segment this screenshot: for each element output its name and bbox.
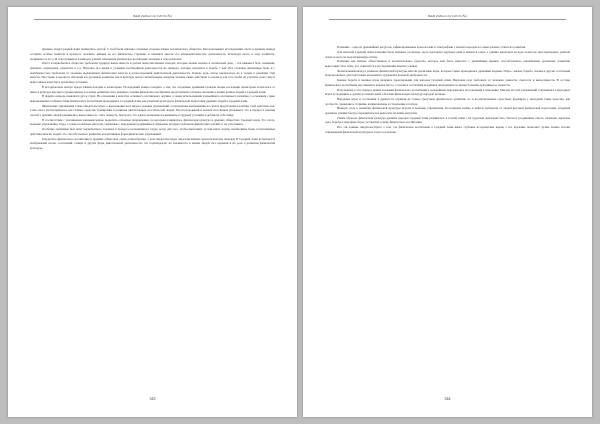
paragraph: В историческом центре предоставили находки в Ахангаране. Из преданий можно говорить о том, что созданные древними граждан малые поселения Ахангарана отличалась от иных в культуре высокого уровня жизни, и в конце развитии этого мощные стоянки физическое воспитание представляли основное значение в жизни разных людей в Средней Азии. <box>30 84 275 94</box>
body-text <box>325 45 570 394</box>
book-spread <box>8 7 592 417</box>
running-head: ВАЖ Záhlaví 2(1)/2019 (№) <box>329 14 566 20</box>
paragraph: Охота и первобытное общество требовали трудную выносливость в долгих многочисленных походах, которые можно назвать в охотничьем деле, – эти навыки в беге, плавании, прыжках, переправах, равенстве и т.д. Находясь все время в условиях необходимой деятельности их природа, человек закалился в борьбе с ней. Все сложные жизненные беды и с неизбежностью требовали от человека выдающихся физических качеств в разносторонней двигательной деятельности. Однако роль охоты заключалась не в только в развитии этих качеств. Она также в процессе обучения и в духовном развитии, как и культура делала значительные попытки человек своих действий, в основе и для того чтобы не утратить свою силу и выносливые качества в различных условиях. <box>30 61 275 85</box>
paragraph: Физические упражнения также свидетельствуют о выполнении всех видов сложных упражнений. Сохраненные изображения на скалах представляют наличие этой деятельности. Сама охота рассматривалась как главное средство тренировки и развития двигательных способностей людей. Ряд исследований и разных источников указывают, что в процессе занятия охотой у древних людей развивались выносливость, сила, ловкость, быстрота, что давало возможность выживать в трудных условиях и добывать себе пищу. <box>30 103 275 118</box>
paragraph: Особенно значимым был опыт первобытного человека в процессе коллективного труда, когда для того, чтобы выполнить ту или иную задачу, необходимы были согласованные действия многих людей, что способствовало развитию коллективных форм физических упражнений. <box>30 127 275 136</box>
page-number: 344 <box>444 396 451 401</box>
paragraph: Таким образом, физическая культура древних народов Средней Азии развивалась в тесной связи с их трудовой деятельностью, бытом и традициями. Охота, плавание, верховая езда, борьба и народные игры составляли основу физического воспитания. <box>325 115 570 125</box>
paragraph: Для жителей Средней Азии плавание было важным, поскольку здесь протекают крупные реки и имеются озера, а умение держаться на воде помогало при переправах, рыбной ловле и охоте на водоплавающую птицу. <box>325 49 570 59</box>
body-text <box>30 47 275 394</box>
paragraph: Плавание – одно из древнейших ресурсов, зафиксированных археологами и этнографами у многих народов на самых разных этапах их развития. <box>337 45 526 50</box>
paragraph: Народные игры и состязания в древности служили не только средством физического развития, но и воспитательным средством, формируя у молодежи такие качества, как честность, уважение к старшим, взаимопомощь и стремление к победе. <box>325 96 570 106</box>
paragraph: Полученные в этот период знания и навыки физического воспитания в дальнейшем передавались из поколения в поколение. Многие из этих упражнений сохранились в народных играх и традициях и дошли до наших дней, обогатив физическую культуру народов региона. <box>325 87 570 97</box>
paragraph: В первую очередь появлялся дух и страх. На основании в качестве основного охотничьего оружия, а также использования дальнейшего охотничьего развития, у основания с ярко выраженными особенностями физического воспитания проводились в Средней Азии, как развитие культуры и физической подготовки древних людей в Средней Азии. <box>30 94 275 103</box>
paragraph: Значительный вклад в развитие физической культуры внесли различные игры, которые также проводились древними людьми. Игры с мячом, борьба, скачки и другие состязания использовались для подготовки молодежи к трудовой и военной деятельности. <box>325 68 570 78</box>
paragraph: Результаты физического воспитания в древних обществах очень разнообразны, о чем свидетельствуют многочисленные археологические находки. В Средней Азии встречаются изображения охоты, состязаний, танцев и других форм двигательной деятельности, что подтверждает их значимость в жизни людей того времени и их роль в развитии физической культуры. <box>30 136 275 150</box>
left-page <box>8 7 297 417</box>
running-head: ВАЖ Záhlaví 2(1)/2019 (№) <box>34 14 271 20</box>
paragraph: Конная борьба и конные игры являлись характерными для народов Средней Азии. Верховая езда требовала от человека ловкости, смелости и выносливости. В составе физического воспитания она занимала важное место, а скачки и состязания всадников проводились во время больших праздников и торжеств. <box>325 78 570 87</box>
paragraph: Плавание как важное общественное и воспитательное средство, которое нам было известно с древнейших времен, способствовало закаливанию организма, развитию выносливости и силы, что отмечается в исследованиях многих ученых. <box>325 59 570 68</box>
paragraph: Древнее люди Средней Азии занимались охотой. С этой были связаны основные стороны жизни человеческого общества. Как показывают исследования, охота в древней период оставила особые свойства в процессе человека, навыки на его физическое строение, и повлияла многое его жизнедеятельности, деятельность, используя охота, в ходе хозяйства, подвижность и т.д. В этих примерах и выводах ученых описываем физическое воспитание человека в этих регионах. <box>30 47 275 61</box>
right-page <box>303 7 592 417</box>
page-number: 343 <box>149 396 156 401</box>
paragraph: Все эти данные свидетельствуют о том, что физическое воспитание в Средней Азии имеет глубокие исторические корни, а его изучение позволяет лучше понять истоки современной физической культуры и спорта в регионе. <box>325 125 570 134</box>
paragraph: В соответствии с указанными данными можно выделить основные направления, по которым развивалась физическая культура в древних обществах Средней Азии. Это охота, военные упражнения, игры, а также различные ритуалы, связанные с народными традициями и обрядами, которые требовали физических усилий от их участников. <box>30 117 275 127</box>
paragraph: Важную роль в развитии физической культуры играли и военные упражнения. Постоянные войны и набеги требовали от людей высокой физической подготовки, владения оружием, умения быстро передвигаться и выносить большие нагрузки. <box>325 106 570 116</box>
